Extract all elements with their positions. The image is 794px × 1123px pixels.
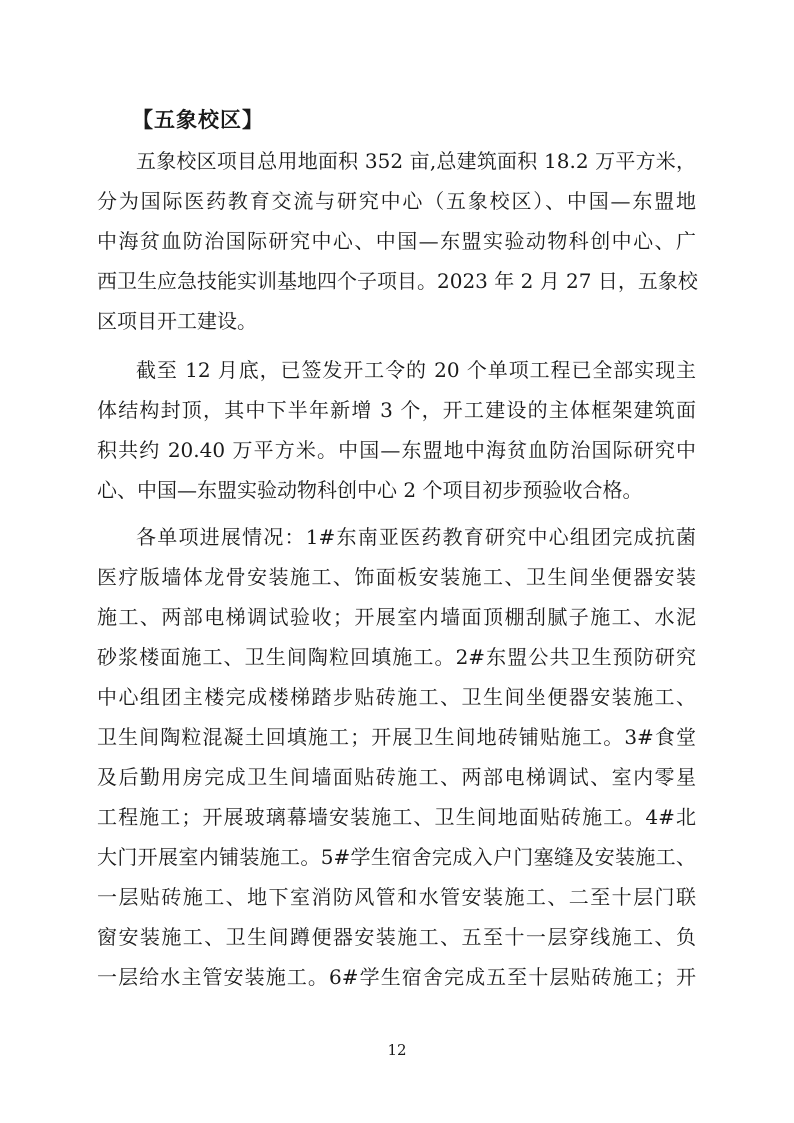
paragraph-2-line-2: 体结构封顶，其中下半年新增 3 个，开工建设的主体框架建筑面 bbox=[97, 398, 696, 422]
paragraph-3-line-8: 工程施工；开展玻璃幕墙安装施工、卫生间地面贴砖施工。4#北 bbox=[97, 805, 696, 829]
paragraph-3-line-2: 医疗版墙体龙骨安装施工、饰面板安装施工、卫生间坐便器安装 bbox=[97, 565, 696, 589]
paragraph-1-line-4: 西卫生应急技能实训基地四个子项目。2023 年 2 月 27 日，五象校 bbox=[97, 269, 698, 293]
paragraph-1-line-2: 分为国际医药教育交流与研究中心（五象校区）、中国—东盟地 bbox=[97, 189, 696, 213]
paragraph-3-line-6: 卫生间陶粒混凝土回填施工；开展卫生间地砖铺贴施工。3#食堂 bbox=[97, 725, 696, 749]
paragraph-3-line-11: 窗安装施工、卫生间蹲便器安装施工、五至十一层穿线施工、负 bbox=[97, 925, 696, 949]
paragraph-3-line-1: 各单项进展情况：1#东南亚医药教育研究中心组团完成抗菌 bbox=[136, 525, 696, 549]
section-heading: 【五象校区】 bbox=[132, 108, 264, 132]
paragraph-1-line-1: 五象校区项目总用地面积 352 亩,总建筑面积 18.2 万平方米， bbox=[136, 149, 696, 173]
paragraph-2-line-4: 心、中国—东盟实验动物科创中心 2 个项目初步预验收合格。 bbox=[97, 478, 643, 502]
paragraph-3-line-4: 砂浆楼面施工、卫生间陶粒回填施工。2#东盟公共卫生预防研究 bbox=[97, 645, 696, 669]
paragraph-3-line-5: 中心组团主楼完成楼梯踏步贴砖施工、卫生间坐便器安装施工、 bbox=[97, 685, 696, 709]
paragraph-2-line-3: 积共约 20.40 万平方米。中国—东盟地中海贫血防治国际研究中 bbox=[97, 438, 696, 462]
paragraph-2-line-1: 截至 12 月底，已签发开工令的 20 个单项工程已全部实现主 bbox=[136, 358, 696, 382]
paragraph-3-line-7: 及后勤用房完成卫生间墙面贴砖施工、两部电梯调试、室内零星 bbox=[97, 765, 696, 789]
paragraph-3-line-10: 一层贴砖施工、地下室消防风管和水管安装施工、二至十层门联 bbox=[97, 885, 696, 909]
paragraph-1-line-3: 中海贫血防治国际研究中心、中国—东盟实验动物科创中心、广 bbox=[97, 229, 696, 253]
paragraph-3-line-9: 大门开展室内铺装施工。5#学生宿舍完成入户门塞缝及安装施工、 bbox=[97, 845, 696, 869]
paragraph-3-line-12: 一层给水主管安装施工。6#学生宿舍完成五至十层贴砖施工；开 bbox=[97, 965, 696, 989]
paragraph-1-line-5: 区项目开工建设。 bbox=[97, 309, 257, 333]
page-number: 12 bbox=[387, 1041, 407, 1059]
paragraph-3-line-3: 施工、两部电梯调试验收；开展室内墙面顶棚刮腻子施工、水泥 bbox=[97, 605, 696, 629]
